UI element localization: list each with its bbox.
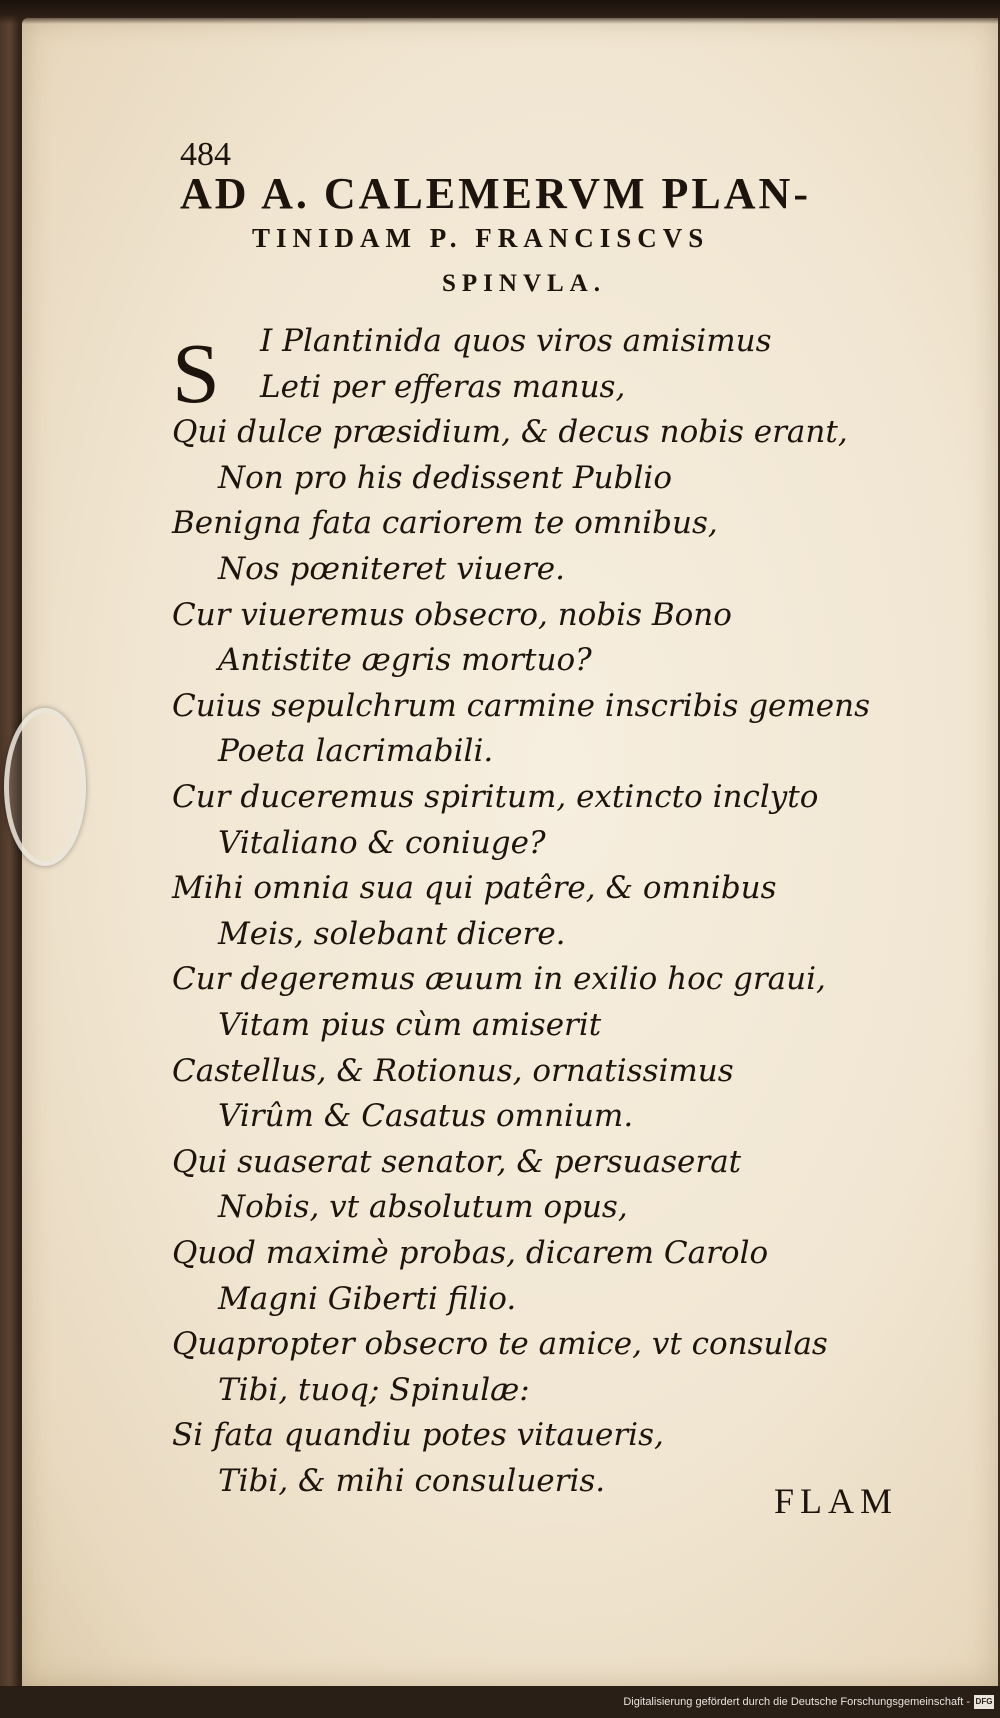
heading-line-1: AD A. CALEMERVM PLAN- bbox=[180, 169, 811, 218]
dfg-logo-icon: DFG bbox=[974, 1695, 994, 1709]
poem-line: Antistite ægris mortuo? bbox=[218, 642, 592, 678]
poem-line: Qui dulce præsidium, & decus nobis erant, bbox=[172, 414, 848, 450]
poem-line: Castellus, & Rotionus, ornatissimus bbox=[172, 1053, 734, 1089]
poem-line: Mihi omnia sua qui patêre, & omnibus bbox=[172, 870, 777, 906]
heading-line-3: SPINVLA. bbox=[442, 270, 606, 297]
poem-line: Nos pœniteret viuere. bbox=[218, 551, 565, 587]
poem-text bbox=[22, 18, 998, 1686]
poem-line: Cur viueremus obsecro, nobis Bono bbox=[172, 597, 732, 633]
poem-line: Quapropter obsecro te amice, vt consulas bbox=[172, 1326, 828, 1362]
poem-line: Tibi, & mihi consulueris. bbox=[218, 1463, 606, 1499]
poem-line: Vitam pius cùm amiserit bbox=[218, 1007, 602, 1043]
catchword: FLAM bbox=[774, 1481, 899, 1521]
digitization-credit: Digitalisierung gefördert durch die Deutsche Forschungsgemeinschaft - bbox=[623, 1696, 970, 1708]
poem-line: Meis, solebant dicere. bbox=[218, 916, 566, 952]
poem-line: Cuius sepulchrum carmine inscribis gemens bbox=[172, 688, 871, 724]
poem-line: Benigna fata cariorem te omnibus, bbox=[172, 505, 718, 541]
drop-cap: S bbox=[172, 325, 220, 421]
binding-clip bbox=[4, 708, 86, 866]
poem-line: Magni Giberti filio. bbox=[218, 1281, 517, 1317]
poem-line: Nobis, vt absolutum opus, bbox=[218, 1189, 628, 1225]
page-number: 484 bbox=[180, 136, 231, 173]
top-edge-shadow bbox=[0, 0, 1000, 24]
poem-line: Tibi, tuoq; Spinulæ: bbox=[218, 1372, 530, 1408]
heading-line-2: TINIDAM P. FRANCISCVS bbox=[252, 223, 710, 253]
poem-line: Leti per efferas manus, bbox=[260, 369, 626, 405]
poem-line: Si fata quandiu potes vitaueris, bbox=[172, 1417, 664, 1453]
poem-line: Cur degeremus æuum in exilio hoc graui, bbox=[172, 961, 826, 997]
paper-page bbox=[22, 18, 998, 1686]
poem-line: Qui suaserat senator, & persuaserat bbox=[172, 1144, 742, 1180]
poem-line: I Plantinida quos viros amisimus bbox=[260, 323, 772, 359]
poem-line: Poeta lacrimabili. bbox=[218, 733, 494, 769]
poem-line: Vitaliano & coniuge? bbox=[218, 825, 546, 861]
poem-line: Virûm & Casatus omnium. bbox=[218, 1098, 634, 1134]
poem-line: Non pro his dedissent Publio bbox=[218, 460, 672, 496]
poem-line: Cur duceremus spiritum, extincto inclyto bbox=[172, 779, 819, 815]
poem-line: Quod maximè probas, dicarem Carolo bbox=[172, 1235, 769, 1271]
